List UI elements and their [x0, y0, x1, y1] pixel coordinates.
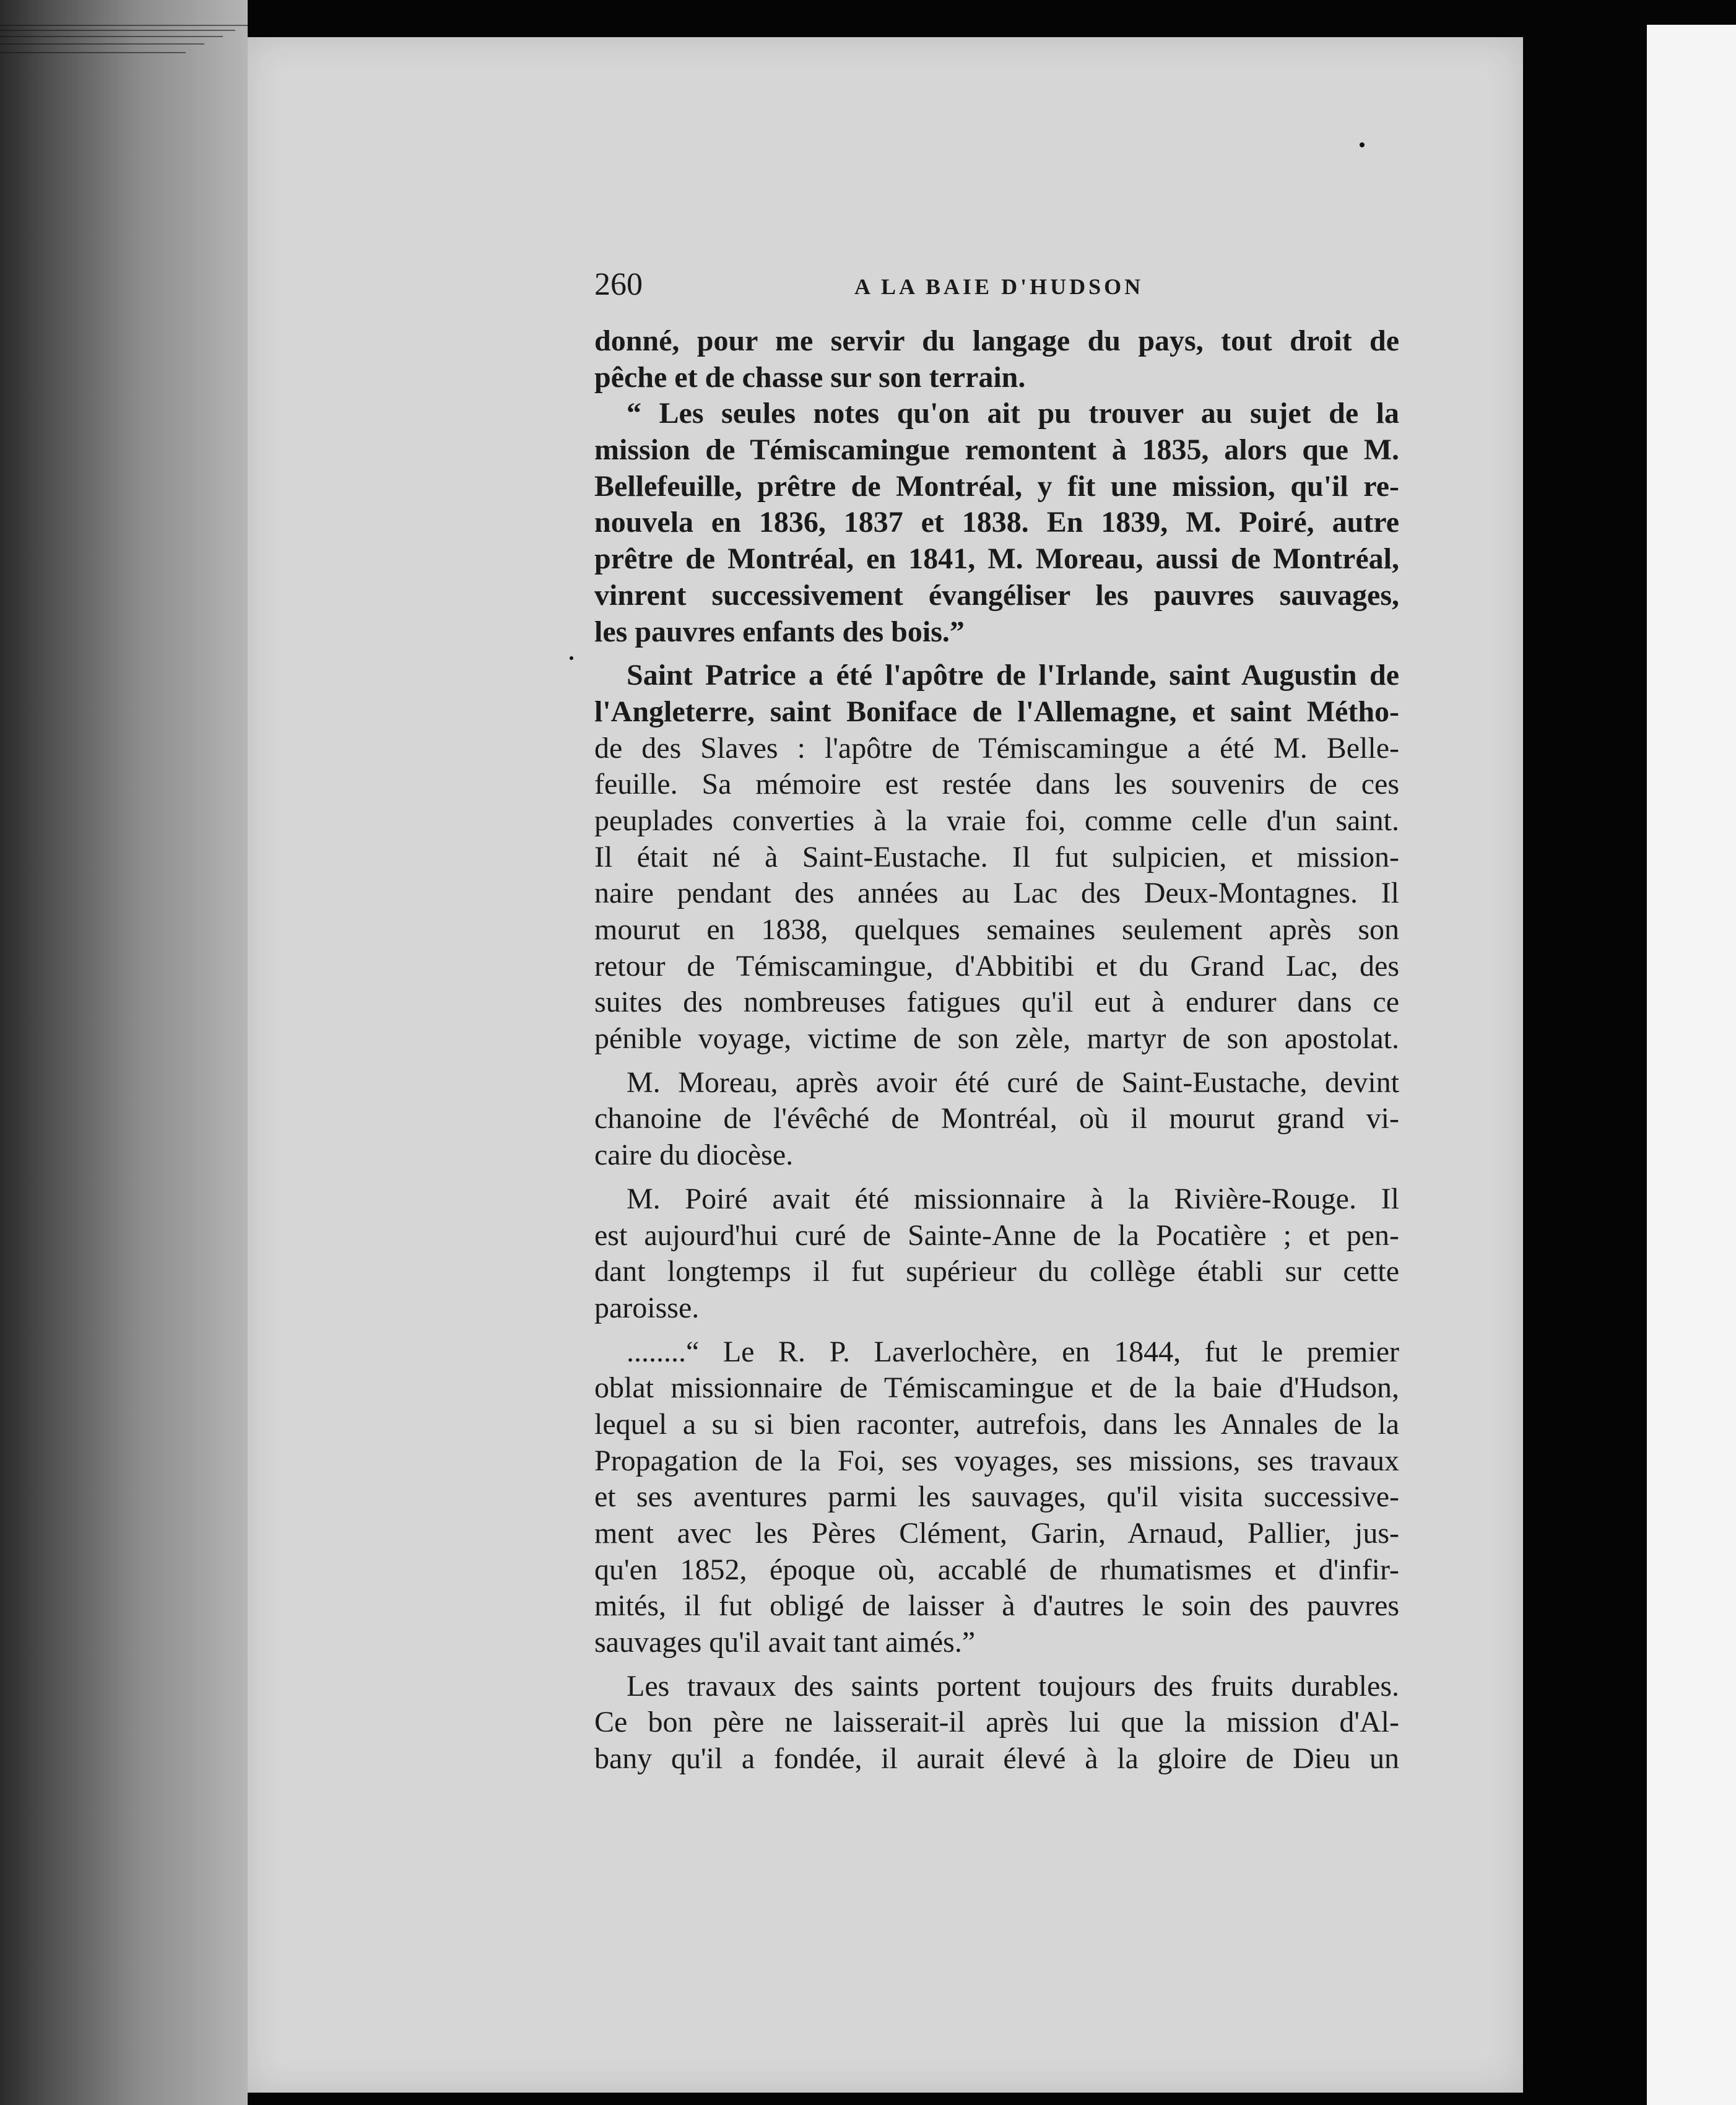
- text-line: suites des nombreuses fatigues qu'il eut à endurer dans ce: [594, 986, 1399, 1019]
- text-line: feuille. Sa mémoire est restée dans les souvenirs de ces: [594, 768, 1399, 801]
- running-head: [594, 266, 1399, 316]
- text-line: et ses aventures parmi les sauvages, qu'il visita successive-: [594, 1480, 1399, 1514]
- text-line: “ Les seules notes qu'on ait pu trouver au sujet de la: [627, 397, 1399, 430]
- body-text: [594, 323, 1399, 1777]
- text-line: ........“ Le R. P. Laverlochère, en 1844, fut le premier: [627, 1335, 1399, 1368]
- text-line: pêche et de chasse sur son terrain.: [594, 360, 1026, 394]
- text-line: dant longtemps il fut supérieur du collège établi sur cette: [594, 1255, 1399, 1288]
- text-line: donné, pour me servir du langage du pays, tout droit de: [594, 324, 1399, 357]
- text-line: l'Angleterre, saint Boniface de l'Allemagne, et saint Métho-: [594, 695, 1399, 728]
- text-line: lequel a su si bien raconter, autrefois, dans les Annales de la: [594, 1407, 1399, 1441]
- text-line: M. Poiré avait été missionnaire à la Rivière-Rouge. Il: [627, 1182, 1399, 1215]
- ink-speck: [570, 656, 573, 660]
- ink-speck: [1360, 142, 1365, 147]
- text-line: vinrent successivement évangéliser les pauvres sauvages,: [594, 578, 1399, 612]
- text-line: mités, il fut obligé de laisser à d'autres le soin des pauvres: [594, 1589, 1399, 1623]
- text-line: paroisse.: [594, 1291, 700, 1324]
- book-page-stack-edge: [0, 0, 248, 2105]
- page-number: 260: [594, 267, 643, 302]
- text-line: mission de Témiscamingue remontent à 1835, alors que M.: [594, 433, 1399, 467]
- text-line: caire du diocèse.: [594, 1139, 794, 1172]
- text-line: Bellefeuille, prêtre de Montréal, y fit une mission, qu'il re-: [594, 469, 1399, 503]
- facing-blank-page: [1647, 25, 1736, 2105]
- text-line: pénible voyage, victime de son zèle, martyr de son apostolat.: [594, 1022, 1399, 1056]
- text-line: oblat missionnaire de Témiscamingue et de la baie d'Hudson,: [594, 1371, 1399, 1405]
- running-title: A LA BAIE D'HUDSON: [854, 274, 1144, 299]
- text-line: Saint Patrice a été l'apôtre de l'Irlande, saint Augustin de: [627, 659, 1399, 692]
- text-line: est aujourd'hui curé de Sainte-Anne de la Pocatière ; et pen-: [594, 1218, 1399, 1252]
- text-line: de des Slaves : l'apôtre de Témiscamingue a été M. Belle-: [594, 731, 1399, 765]
- text-line: Ce bon père ne laisserait-il après lui que la mission d'Al-: [594, 1706, 1399, 1739]
- text-line: chanoine de l'évêché de Montréal, où il mourut grand vi-: [594, 1102, 1399, 1135]
- text-line: M. Moreau, après avoir été curé de Saint-Eustache, devint: [627, 1066, 1399, 1099]
- text-line: ment avec les Pères Clément, Garin, Arnaud, Pallier, jus-: [594, 1517, 1399, 1550]
- text-line: qu'en 1852, époque où, accablé de rhumatismes et d'infir-: [594, 1553, 1399, 1586]
- text-line: Propagation de la Foi, ses voyages, ses missions, ses travaux: [594, 1444, 1399, 1477]
- text-line: naire pendant des années au Lac des Deux-Montagnes. Il: [594, 877, 1399, 910]
- text-line: Les travaux des saints portent toujours des fruits durables.: [627, 1669, 1399, 1703]
- text-line: retour de Témiscamingue, d'Abbitibi et du Grand Lac, des: [594, 949, 1399, 983]
- text-line: bany qu'il a fondée, il aurait élevé à la gloire de Dieu un: [594, 1742, 1399, 1776]
- text-line: nouvela en 1836, 1837 et 1838. En 1839, M. Poiré, autre: [594, 506, 1399, 539]
- text-line: peuplades converties à la vraie foi, comme celle d'un saint.: [594, 804, 1399, 837]
- text-line: les pauvres enfants des bois.”: [594, 615, 965, 648]
- text-line: Il était né à Saint-Eustache. Il fut sulpicien, et mission-: [594, 840, 1399, 874]
- text-line: mourut en 1838, quelques semaines seulement après son: [594, 913, 1399, 946]
- text-line: sauvages qu'il avait tant aimés.”: [594, 1626, 976, 1659]
- text-line: prêtre de Montréal, en 1841, M. Moreau, aussi de Montréal,: [594, 542, 1399, 576]
